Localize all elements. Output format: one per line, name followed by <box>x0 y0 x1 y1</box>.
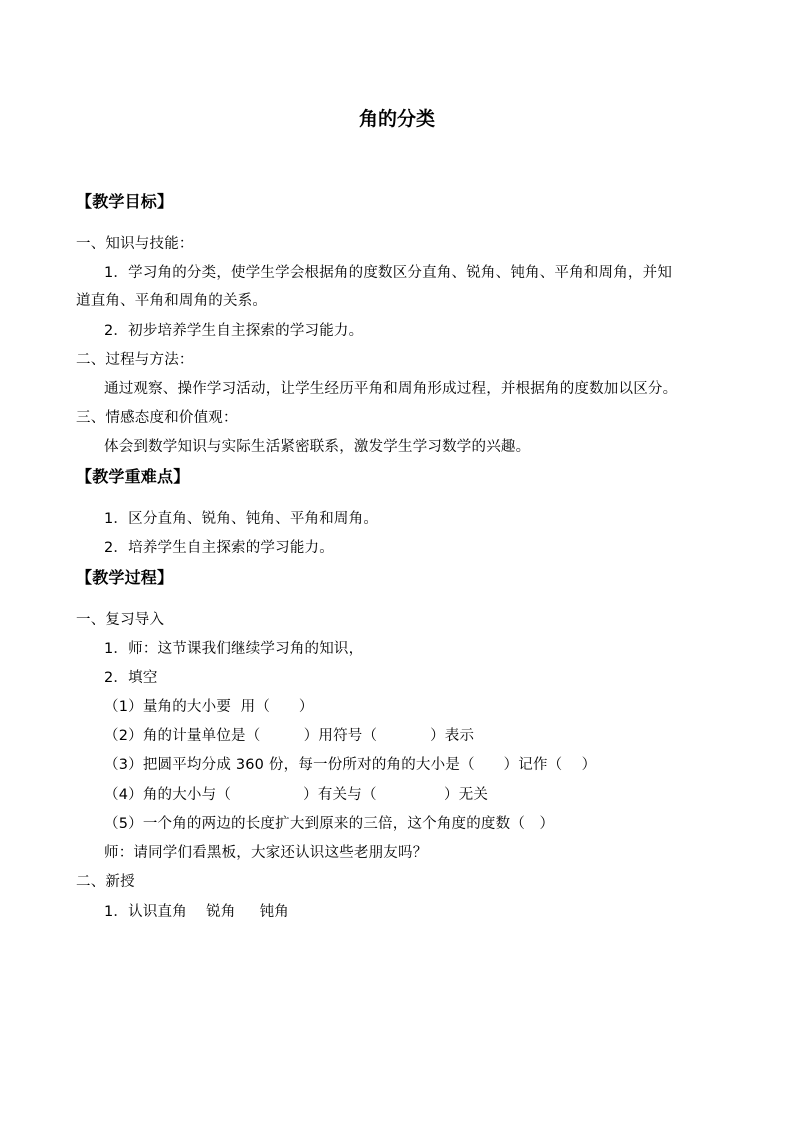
process-fill-blank-4: （4）角的大小与（ ）有关与（ ）无关 <box>104 787 489 803</box>
goals-part3-text: 体会到数学知识与实际生活紧密联系，激发学生学习数学的兴趣。 <box>104 439 531 455</box>
process-fill-blank-5: （5）一个角的两边的长度扩大到原来的三倍，这个角度的度数（ ） <box>104 816 555 832</box>
section-heading-goals: 【教学目标】 <box>76 192 174 211</box>
goals-part2-text: 通过观察、操作学习活动，让学生经历平角和周角形成过程，并根据角的度数加以区分。 <box>104 381 678 397</box>
section-heading-key-points: 【教学重难点】 <box>76 467 190 486</box>
process-part2-title: 二、新授 <box>76 874 135 890</box>
goals-part1-item1-line2: 道直角、平角和周角的关系。 <box>76 293 268 309</box>
goals-part1-item1-line1: 1．学习角的分类，使学生学会根据角的度数区分直角、锐角、钝角、平角和周角，并知 <box>104 265 673 281</box>
process-fill-blank-3: （3）把圆平均分成 360 份，每一份所对的角的大小是（ ）记作（ ） <box>104 757 597 773</box>
goals-part3-title: 三、情感态度和价值观： <box>76 410 238 426</box>
goals-part1-item2: 2．初步培养学生自主探索的学习能力。 <box>104 323 364 339</box>
process-fill-blank-1: （1）量角的大小要 用（ ） <box>104 699 314 715</box>
page-title: 角的分类 <box>358 108 435 130</box>
key-points-item2: 2．培养学生自主探索的学习能力。 <box>104 540 334 556</box>
section-heading-process: 【教学过程】 <box>76 568 174 587</box>
process-item2: 2．填空 <box>104 670 158 686</box>
process-new-item1: 1．认识直角 锐角 钝角 <box>104 904 290 920</box>
process-fill-blank-2: （2）角的计量单位是（ ）用符号（ ）表示 <box>104 728 475 744</box>
goals-part2-title: 二、过程与方法： <box>76 352 194 368</box>
goals-part1-title: 一、知识与技能： <box>76 236 194 252</box>
process-teacher-prompt: 师：请同学们看黑板，大家还认识这些老朋友吗？ <box>104 845 428 861</box>
process-part1-title: 一、复习导入 <box>76 612 165 628</box>
key-points-item1: 1．区分直角、锐角、钝角、平角和周角。 <box>104 511 379 527</box>
process-item1: 1．师：这节课我们继续学习角的知识， <box>104 641 364 657</box>
